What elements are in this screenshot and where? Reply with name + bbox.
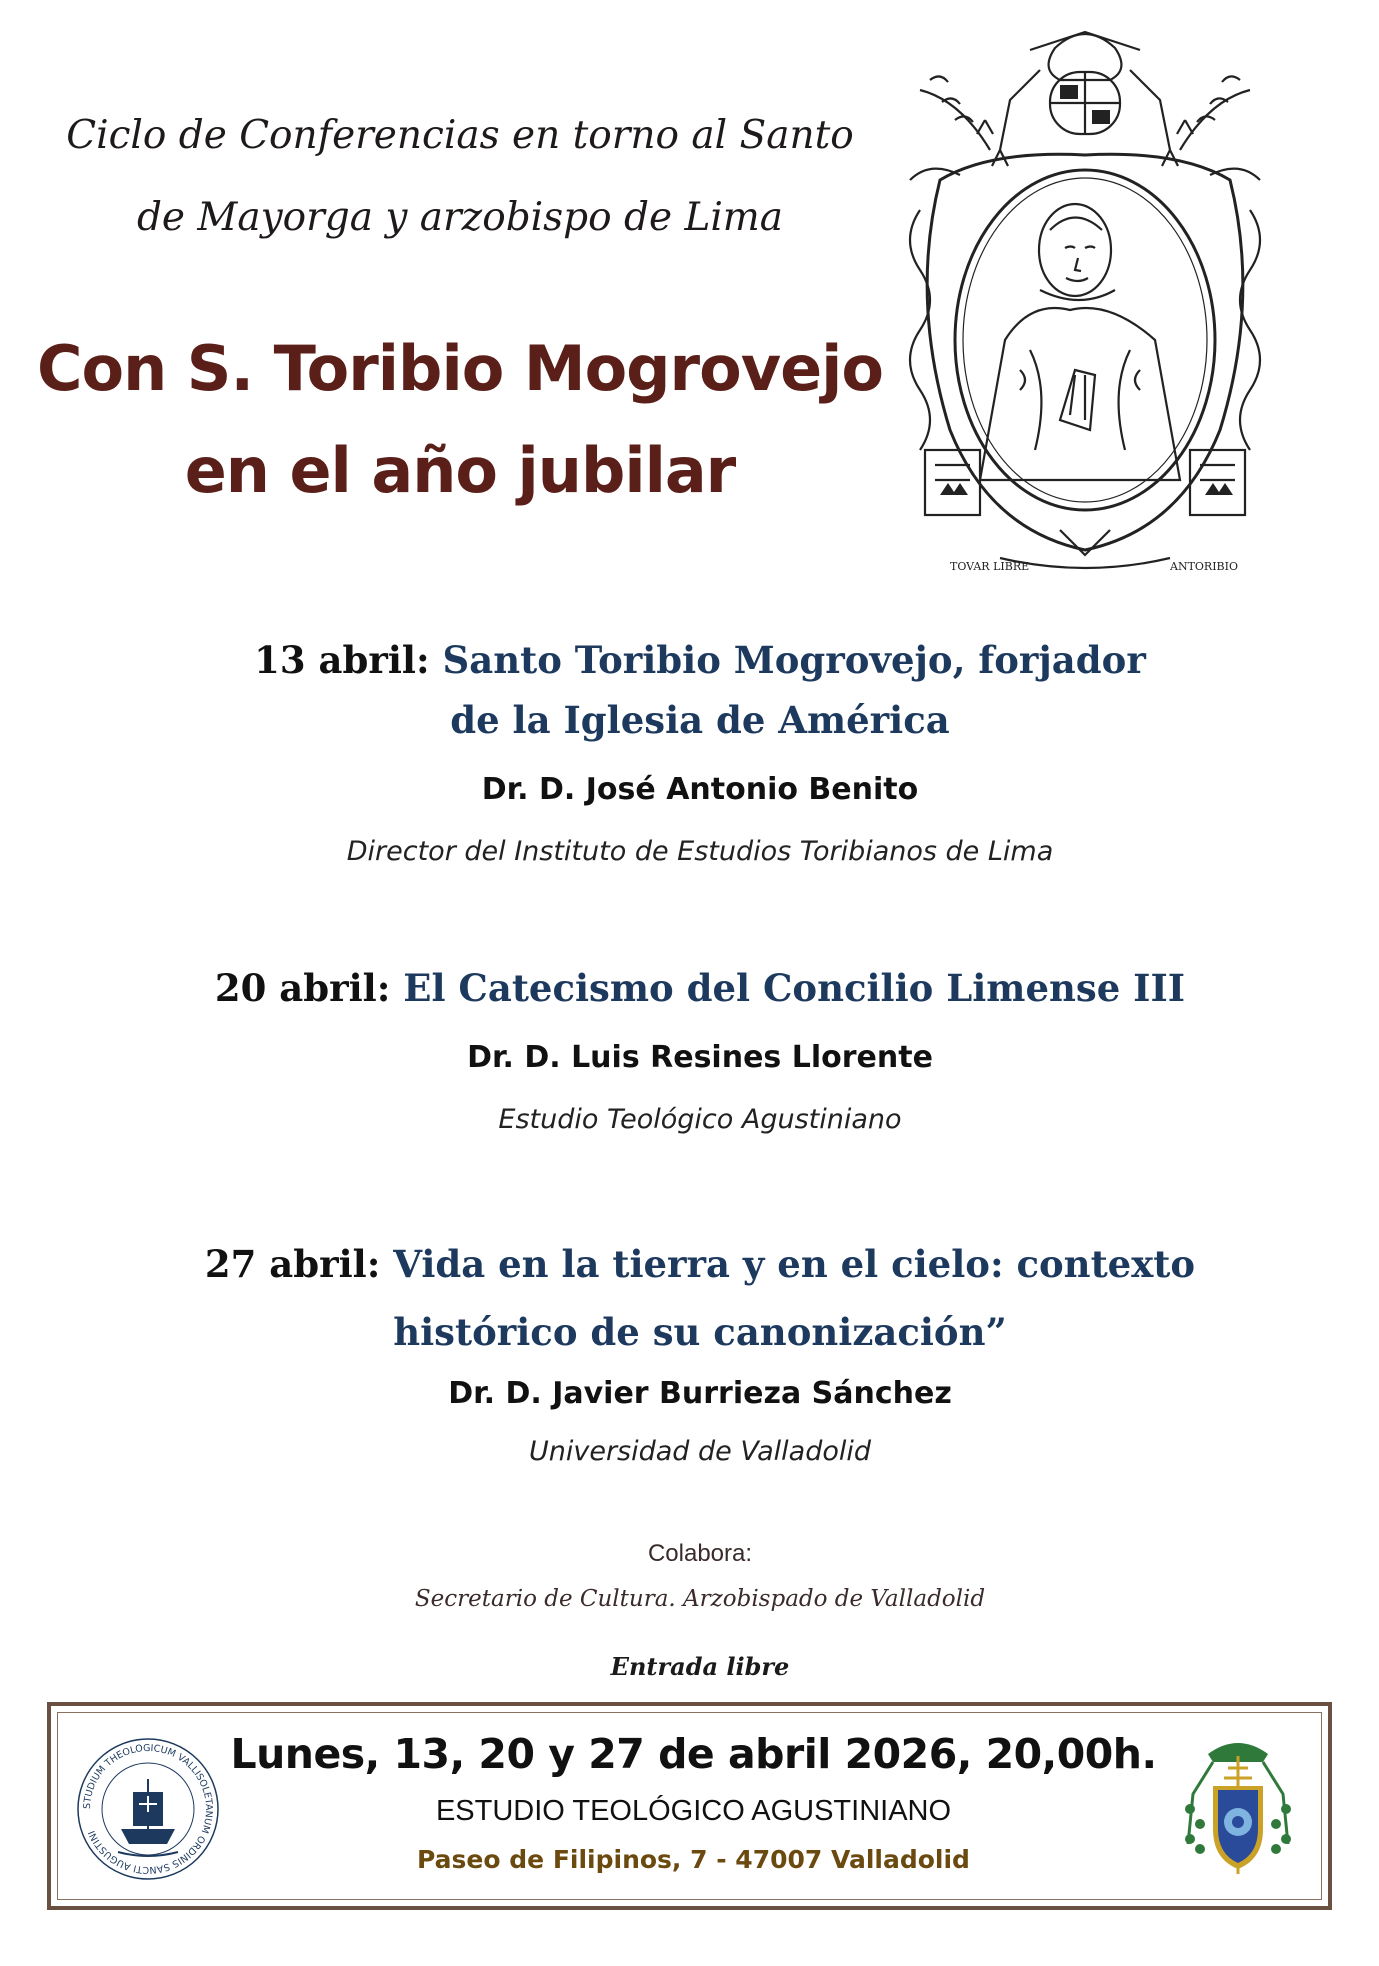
event-address: Paseo de Filipinos, 7 - 47007 Valladolid xyxy=(417,1845,970,1874)
left-cartouche-text: TOVAR LIBRE xyxy=(950,560,1030,573)
talk-1 xyxy=(120,630,1280,872)
archbishop-coat-of-arms-icon xyxy=(1178,1734,1298,1884)
title-line-2: en el año jubilar xyxy=(184,434,736,507)
collaboration-label: Colabora: xyxy=(647,1540,753,1567)
talk-3-affiliation: Universidad de Valladolid xyxy=(528,1436,871,1467)
talk-3-heading xyxy=(120,1230,1280,1366)
event-date-time: Lunes, 13, 20 y 27 de abril 2026, 20,00h. xyxy=(230,1730,1157,1778)
talk-3-speaker: Dr. D. Javier Burrieza Sánchez xyxy=(448,1376,952,1411)
intro-line-2: de Mayorga y arzobispo de Lima xyxy=(136,195,784,240)
talk-3-title-line-2: histórico de su canonización” xyxy=(393,1310,1007,1354)
engraved-portrait-icon xyxy=(880,10,1290,595)
intro-line-1: Ciclo de Conferencias en torno al Santo xyxy=(66,113,854,158)
talk-3-title-line-1: Vida en la tierra y en el cielo: contexto xyxy=(393,1242,1196,1286)
seal-ring-text: STUDIUM THEOLOGICUM VALLISOLETANUM ORDINIS SANCTI AUGUSTINI xyxy=(81,1742,215,1876)
page-title xyxy=(20,318,900,522)
talk-3 xyxy=(120,1230,1280,1472)
footer-box xyxy=(47,1702,1332,1910)
talk-2-title-line-1: El Catecismo del Concilio Limense III xyxy=(403,966,1186,1010)
title-line-1: Con S. Toribio Mogrovejo xyxy=(36,332,884,405)
talk-1-affiliation: Director del Instituto de Estudios Toribianos de Lima xyxy=(346,836,1054,867)
talk-3-date: 27 abril: xyxy=(204,1242,381,1286)
talk-2-speaker: Dr. D. Luis Resines Llorente xyxy=(467,1040,933,1075)
talk-2-date: 20 abril: xyxy=(214,966,391,1010)
talk-1-title-line-2: de la Iglesia de América xyxy=(450,698,950,742)
talk-2-heading xyxy=(120,958,1280,1018)
talk-2-affiliation: Estudio Teológico Agustiniano xyxy=(498,1104,902,1135)
event-venue: ESTUDIO TEOLÓGICO AGUSTINIANO xyxy=(435,1795,952,1827)
talk-1-date: 13 abril: xyxy=(254,638,430,682)
free-entry: Entrada libre xyxy=(610,1652,790,1681)
talk-1-heading xyxy=(120,630,1280,750)
intro-text xyxy=(60,95,860,259)
talk-2 xyxy=(120,958,1280,1140)
talk-1-title-line-1: Santo Toribio Mogrovejo, forjador xyxy=(442,638,1146,682)
talk-1-speaker: Dr. D. José Antonio Benito xyxy=(481,772,919,807)
collaboration-value: Secretario de Cultura. Arzobispado de Valladolid xyxy=(414,1586,986,1612)
right-cartouche-text: ANTORIBIO xyxy=(1170,560,1238,573)
